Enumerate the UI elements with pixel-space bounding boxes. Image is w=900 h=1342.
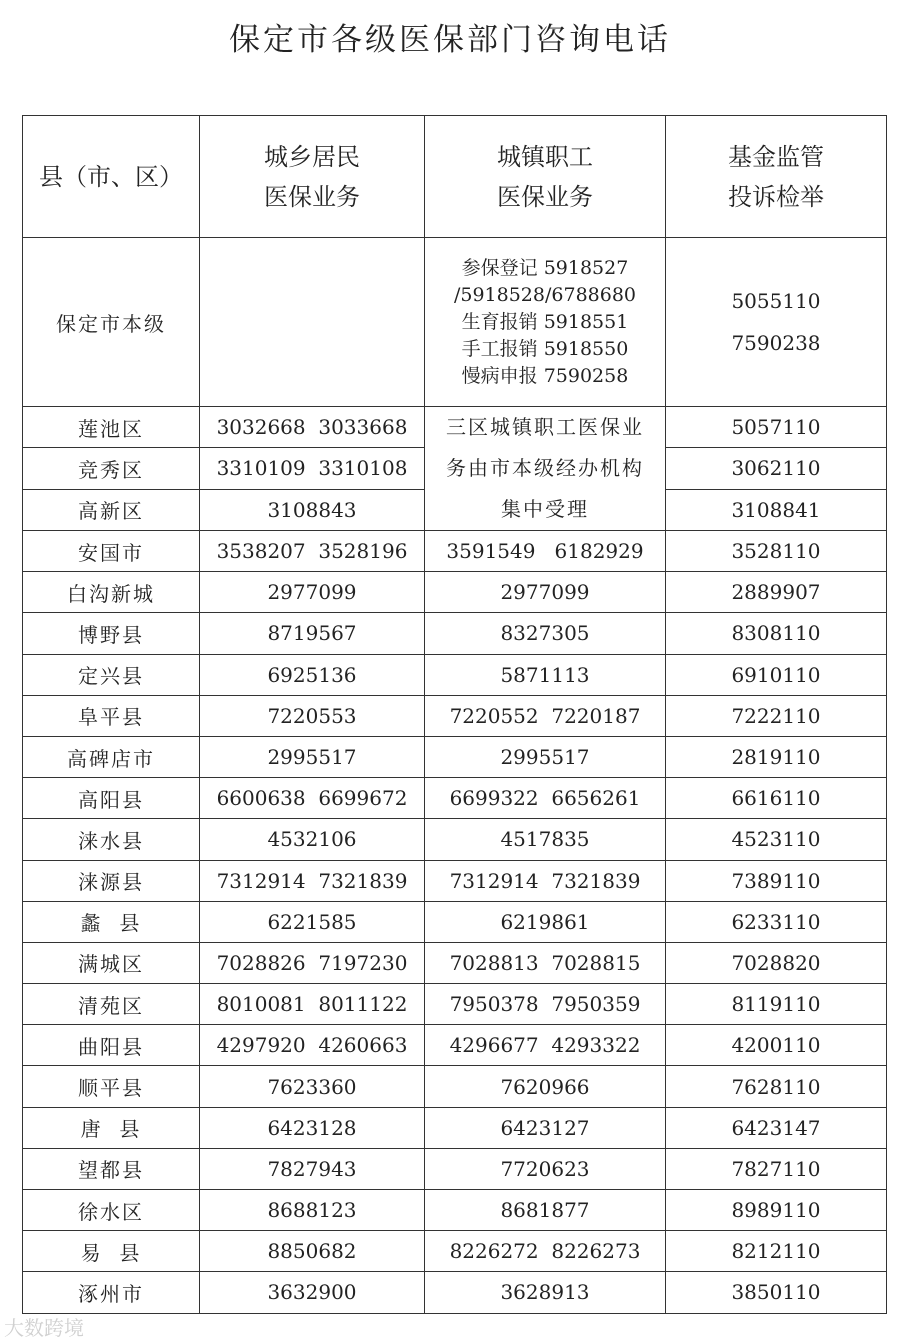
fund-phone: 6423147	[666, 1107, 887, 1148]
table-row	[23, 819, 887, 860]
fund-phone: 3108841	[666, 489, 887, 530]
table-row	[23, 1272, 887, 1313]
fund-phone: 3062110	[666, 448, 887, 489]
county-name: 莲池区	[23, 407, 200, 448]
employee-phone: 6423127	[425, 1107, 666, 1148]
fund-phone: 8212110	[666, 1231, 887, 1272]
county-name: 高碑店市	[23, 736, 200, 777]
county-name: 博野县	[23, 613, 200, 654]
watermark: 大数跨境	[4, 1316, 84, 1340]
fund-phone: 4523110	[666, 819, 887, 860]
resident-phone: 7623360	[200, 1066, 425, 1107]
employee-line: 慢病申报 7590258	[461, 364, 629, 387]
fund-line: 7590238	[731, 331, 821, 355]
employee-phone: 7720623	[425, 1148, 666, 1189]
fund-phone: 2819110	[666, 736, 887, 777]
employee-phone: 8681877	[425, 1190, 666, 1231]
table-row	[23, 1190, 887, 1231]
table-row	[23, 407, 887, 448]
fund-phone: 7028820	[666, 942, 887, 983]
county-name: 涞水县	[23, 819, 200, 860]
table-row	[23, 1231, 887, 1272]
county-name: 唐 县	[23, 1107, 200, 1148]
county-name: 高阳县	[23, 778, 200, 819]
table-row	[23, 984, 887, 1025]
header-fund: 基金监管 投诉检举	[666, 116, 887, 238]
employee-phone: 4517835	[425, 819, 666, 860]
fund-phone: 8119110	[666, 984, 887, 1025]
resident-phone: 2977099	[200, 572, 425, 613]
fund-phone: 6910110	[666, 654, 887, 695]
county-name: 竞秀区	[23, 448, 200, 489]
fund-phone: 7389110	[666, 860, 887, 901]
employee-phone: 6699322 6656261	[425, 778, 666, 819]
fund-phone: 7222110	[666, 695, 887, 736]
county-name: 易 县	[23, 1231, 200, 1272]
county-name: 望都县	[23, 1148, 200, 1189]
municipal-resident	[200, 238, 425, 407]
employee-phone: 7220552 7220187	[425, 695, 666, 736]
employee-phone: 4296677 4293322	[425, 1025, 666, 1066]
county-name: 蠡 县	[23, 901, 200, 942]
resident-phone: 3632900	[200, 1272, 425, 1313]
county-name: 涿州市	[23, 1272, 200, 1313]
employee-phone: 3591549 6182929	[425, 531, 666, 572]
fund-phone: 6233110	[666, 901, 887, 942]
table-row	[23, 654, 887, 695]
resident-phone: 4532106	[200, 819, 425, 860]
merged-note-line: 集中受理	[501, 497, 589, 521]
county-name: 安国市	[23, 531, 200, 572]
county-name: 涞源县	[23, 860, 200, 901]
county-name: 白沟新城	[23, 572, 200, 613]
municipal-employee	[425, 238, 666, 407]
merged-note-line: 三区城镇职工医保业	[446, 415, 644, 439]
table-row	[23, 1148, 887, 1189]
employee-phone: 6219861	[425, 901, 666, 942]
resident-phone: 6221585	[200, 901, 425, 942]
county-name: 高新区	[23, 489, 200, 530]
table-row	[23, 695, 887, 736]
employee-phone: 7312914 7321839	[425, 860, 666, 901]
table-row	[23, 572, 887, 613]
resident-phone: 7220553	[200, 695, 425, 736]
resident-phone: 6925136	[200, 654, 425, 695]
resident-phone: 7028826 7197230	[200, 942, 425, 983]
merged-note	[425, 407, 666, 531]
county-name: 阜平县	[23, 695, 200, 736]
municipal-fund	[666, 238, 887, 407]
resident-phone: 6600638 6699672	[200, 778, 425, 819]
table-row	[23, 942, 887, 983]
employee-phone: 7620966	[425, 1066, 666, 1107]
merged-note-line: 务由市本级经办机构	[446, 456, 644, 480]
resident-phone: 8010081 8011122	[200, 984, 425, 1025]
employee-phone: 2995517	[425, 736, 666, 777]
fund-phone: 5057110	[666, 407, 887, 448]
fund-phone: 3850110	[666, 1272, 887, 1313]
county-name: 满城区	[23, 942, 200, 983]
fund-phone: 6616110	[666, 778, 887, 819]
employee-phone: 5871113	[425, 654, 666, 695]
resident-phone: 3538207 3528196	[200, 531, 425, 572]
fund-phone: 2889907	[666, 572, 887, 613]
table-row	[23, 613, 887, 654]
resident-phone: 6423128	[200, 1107, 425, 1148]
table-row	[23, 1025, 887, 1066]
employee-phone: 3628913	[425, 1272, 666, 1313]
resident-phone: 7827943	[200, 1148, 425, 1189]
resident-phone: 3310109 3310108	[200, 448, 425, 489]
employee-line: 参保登记 5918527	[461, 256, 629, 279]
header-row	[23, 116, 887, 238]
employee-line: 手工报销 5918550	[461, 337, 629, 360]
employee-line: /5918528/6788680	[453, 283, 637, 306]
fund-phone: 4200110	[666, 1025, 887, 1066]
fund-phone: 8308110	[666, 613, 887, 654]
fund-phone: 7827110	[666, 1148, 887, 1189]
fund-phone: 8989110	[666, 1190, 887, 1231]
table-row	[23, 1107, 887, 1148]
table-row	[23, 531, 887, 572]
header-employee: 城镇职工 医保业务	[425, 116, 666, 238]
table-row	[23, 860, 887, 901]
resident-phone: 2995517	[200, 736, 425, 777]
table-row	[23, 736, 887, 777]
resident-phone: 3108843	[200, 489, 425, 530]
table-row-municipal	[23, 238, 887, 407]
table-row	[23, 1066, 887, 1107]
employee-phone: 2977099	[425, 572, 666, 613]
employee-phone: 7028813 7028815	[425, 942, 666, 983]
county-name: 曲阳县	[23, 1025, 200, 1066]
header-county: 县（市、区）	[23, 116, 200, 238]
fund-phone: 3528110	[666, 531, 887, 572]
county-name: 清苑区	[23, 984, 200, 1025]
fund-phone: 7628110	[666, 1066, 887, 1107]
resident-phone: 8719567	[200, 613, 425, 654]
table-row	[23, 901, 887, 942]
resident-phone: 7312914 7321839	[200, 860, 425, 901]
county-name: 顺平县	[23, 1066, 200, 1107]
employee-phone: 8327305	[425, 613, 666, 654]
fund-line: 5055110	[731, 289, 821, 313]
resident-phone: 3032668 3033668	[200, 407, 425, 448]
page-title: 保定市各级医保部门咨询电话	[229, 22, 671, 58]
employee-phone: 7950378 7950359	[425, 984, 666, 1025]
resident-phone: 8850682	[200, 1231, 425, 1272]
contact-table	[22, 115, 887, 1314]
county-name: 定兴县	[23, 654, 200, 695]
header-resident: 城乡居民 医保业务	[200, 116, 425, 238]
resident-phone: 8688123	[200, 1190, 425, 1231]
employee-phone: 8226272 8226273	[425, 1231, 666, 1272]
county-name: 徐水区	[23, 1190, 200, 1231]
table-row	[23, 778, 887, 819]
employee-line: 生育报销 5918551	[461, 310, 629, 333]
resident-phone: 4297920 4260663	[200, 1025, 425, 1066]
municipal-name: 保定市本级	[23, 238, 200, 407]
